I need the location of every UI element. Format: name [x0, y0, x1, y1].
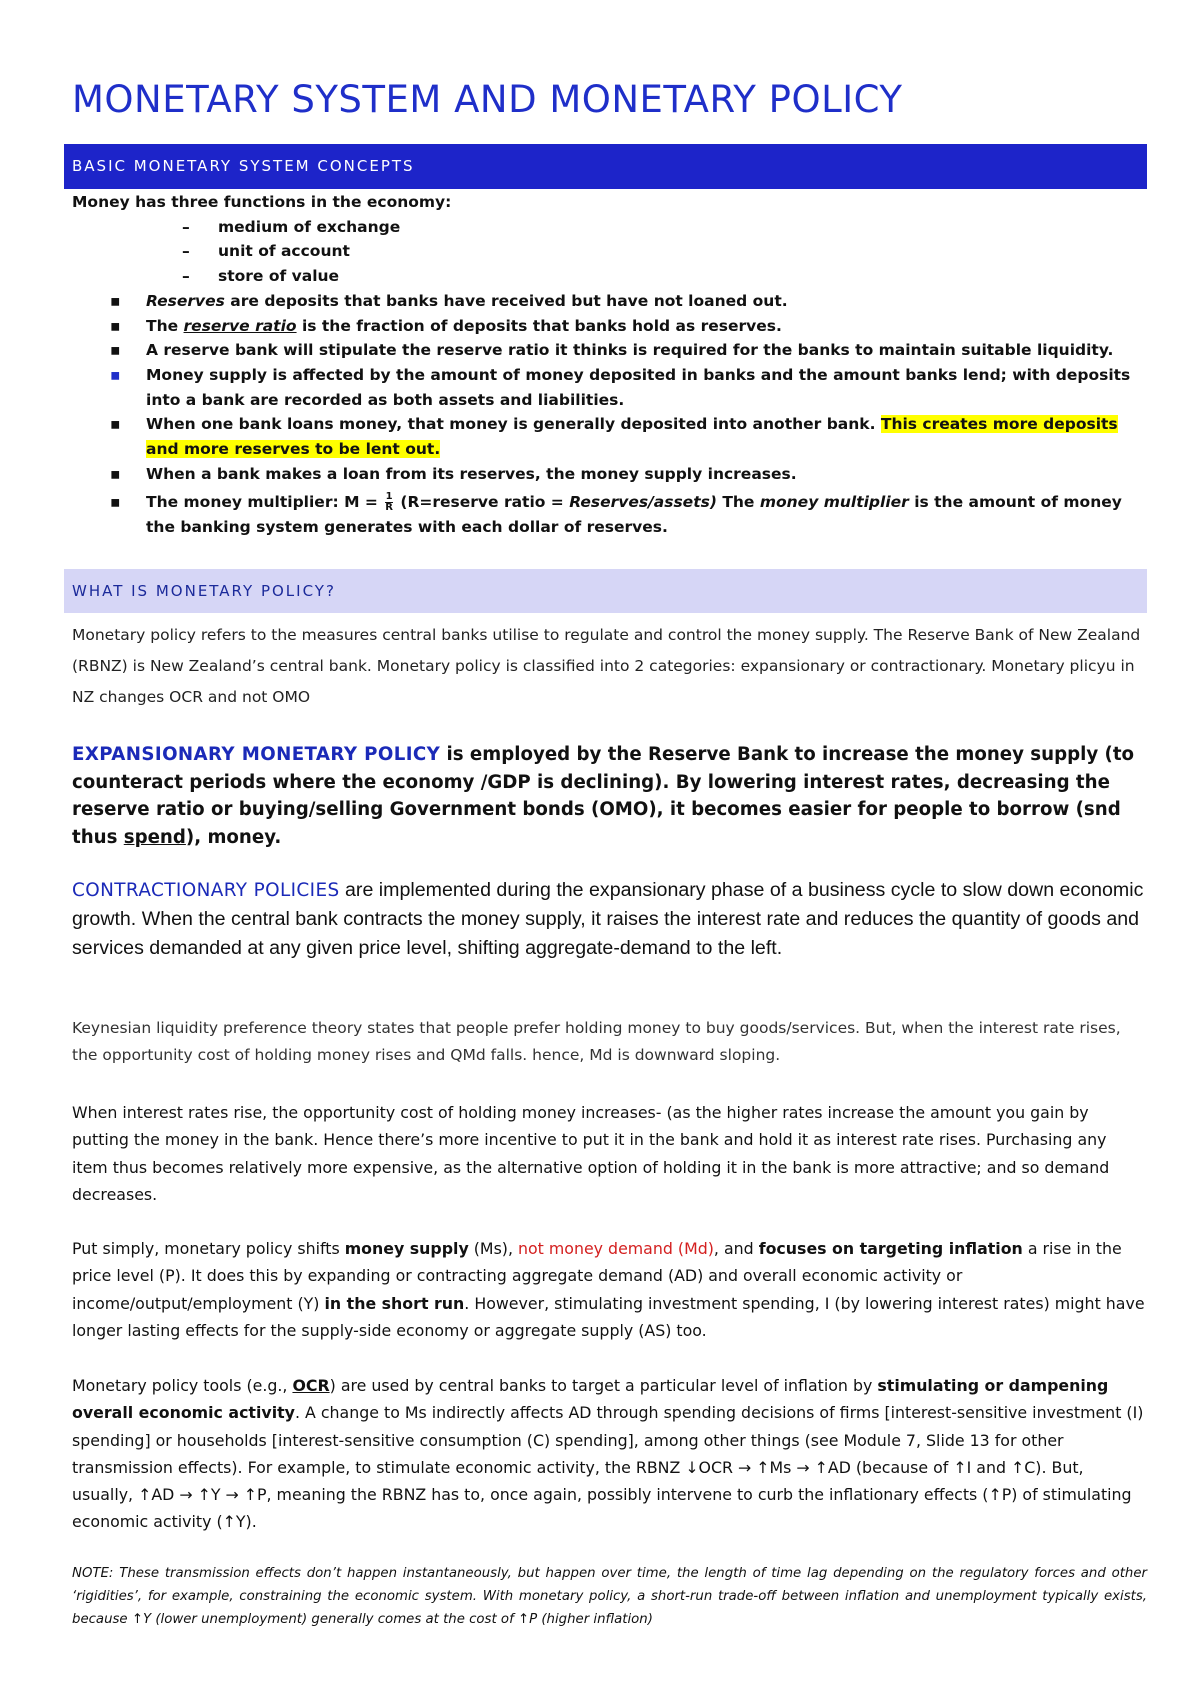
list-item: ▪ The reserve ratio is the fraction of deposits that banks hold as reserves.: [72, 314, 1147, 339]
paragraph: Keynesian liquidity preference theory states that people prefer holding money to buy goods/services. But, when the interest rate rises, the opportunity cost of holding money rises and QMd falls. hence, Md is downward sloping.: [72, 1019, 1121, 1064]
paragraph: Put simply, monetary policy shifts money supply (Ms), not money demand (Md), and focuses on targeting inflation a rise in the price level (P). It does this by expanding or contracting aggregate demand (AD) and overall economic activity or income/output/employment (Y) in the short run. However, stimulating investment spending, I (by lowering interest rates) might have longer lasting effects for the supply-side economy or aggregate supply (AS) too.: [72, 1239, 1145, 1340]
section-heading-bar: [64, 569, 1147, 613]
functions-intro: Money has three functions in the economy:: [72, 193, 452, 211]
list-item: ▪ When one bank loans money, that money is generally deposited into another bank. This creates more deposits and more reserves to be lent out.: [72, 412, 1147, 461]
list-item: – unit of account: [182, 242, 350, 261]
list-item: ▪ Reserves are deposits that banks have received but have not loaned out.: [72, 289, 1147, 314]
bullet-icon: ▪: [110, 341, 121, 360]
list-item: ▪ When a bank makes a loan from its reserves, the money supply increases.: [72, 462, 1147, 487]
multiplier-formula: M = $\frac{1}{R}$: [344, 491, 393, 514]
list-item: ▪ Money supply is affected by the amount of money deposited in banks and the amount banks lend; with deposits into a bank are recorded as both assets and liabilities.: [72, 363, 1147, 412]
highlighted-text: This creates more deposits and more reserves to be lent out.: [146, 415, 1118, 459]
page-title: MONETARY SYSTEM AND MONETARY POLICY: [72, 78, 903, 121]
concepts-section: [72, 190, 1147, 540]
section-heading: BASIC MONETARY SYSTEM CONCEPTS: [72, 157, 415, 175]
list-item: ▪ A reserve bank will stipulate the reserve ratio it thinks is required for the banks to maintain suitable liquidity.: [72, 338, 1147, 363]
bullet-icon: ▪: [110, 316, 121, 335]
paragraph: When interest rates rise, the opportunity cost of holding money increases- (as the higher rates increase the amount you gain by putting the money in the bank. Hence there’s more incentive to put it in the bank and hold it as interest rate rises. Purchasing any item thus becomes relatively more expensive, as the alternative option of holding it in the bank is more attractive; and so demand decreases.: [72, 1103, 1110, 1204]
bullet-icon: ▪: [110, 493, 121, 512]
expansionary-paragraph: EXPANSIONARY MONETARY POLICY is employed by the Reserve Bank to increase the money supply (to counteract periods where the economy /GDP is declining). By lowering interest rates, decreasing the reserve ratio or buying/selling Government bonds (OMO), it becomes easier for people to borrow (snd thus spend), money.: [72, 744, 1135, 848]
list-item: – medium of exchange: [182, 217, 401, 236]
bullet-icon: ▪: [110, 365, 121, 384]
note-paragraph: NOTE: These transmission effects don’t happen instantaneously, but happen over time, the length of time lag depending on the regulatory forces and other ‘rigidities’, for example, constraining the economic system. With monetary policy, a short-run trade-off between inflation and unemployment typically exists, because ↑Y (lower unemployment) generally comes at the cost of ↑P (higher inflation): [72, 1566, 1147, 1627]
section-heading-bar: [64, 144, 1147, 189]
paragraph: Monetary policy refers to the measures central banks utilise to regulate and control the money supply. The Reserve Bank of New Zealand (RBNZ) is New Zealand’s central bank. Monetary policy is classified into 2 categories: expansionary or contractionary. Monetary plicyu in NZ changes OCR and not OMO: [72, 626, 1141, 706]
paragraph: Monetary policy tools (e.g., OCR) are used by central banks to target a particular level of inflation by stimulating or dampening overall economic activity. A change to Ms indirectly affects AD through spending decisions of firms [interest-sensitive investment (I) spending] or households [interest-sensitive consumption (C) spending], among other things (see Module 7, Slide 13 for other transmission effects). For example, to stimulate economic activity, the RBNZ ↓OCR → ↑Ms → ↑AD (because of ↑I and ↑C). But, usually, ↑AD → ↑Y → ↑P, meaning the RBNZ has to, once again, possibly intervene to curb the inflationary effects (↑P) of stimulating economic activity (↑Y).: [72, 1376, 1144, 1532]
bullet-icon: ▪: [110, 415, 121, 434]
list-item: – store of value: [182, 267, 340, 286]
list-item: ▪ The money multiplier: M = $\frac{1}{R}$ (R=reserve ratio = Reserves/assets) The money multiplier is the amount of money the banking system generates with each dollar of reserves.: [72, 490, 1147, 539]
contractionary-paragraph: CONTRACTIONARY POLICIES are implemented during the expansionary phase of a business cycle to slow down economic growth. When the central bank contracts the money supply, it raises the interest rate and reduces the quantity of goods and services demanded at any given price level, shifting aggregate-demand to the left.: [72, 879, 1144, 959]
bullet-icon: ▪: [110, 291, 121, 310]
section-heading: WHAT IS MONETARY POLICY?: [72, 582, 336, 600]
bullet-icon: ▪: [110, 464, 121, 483]
